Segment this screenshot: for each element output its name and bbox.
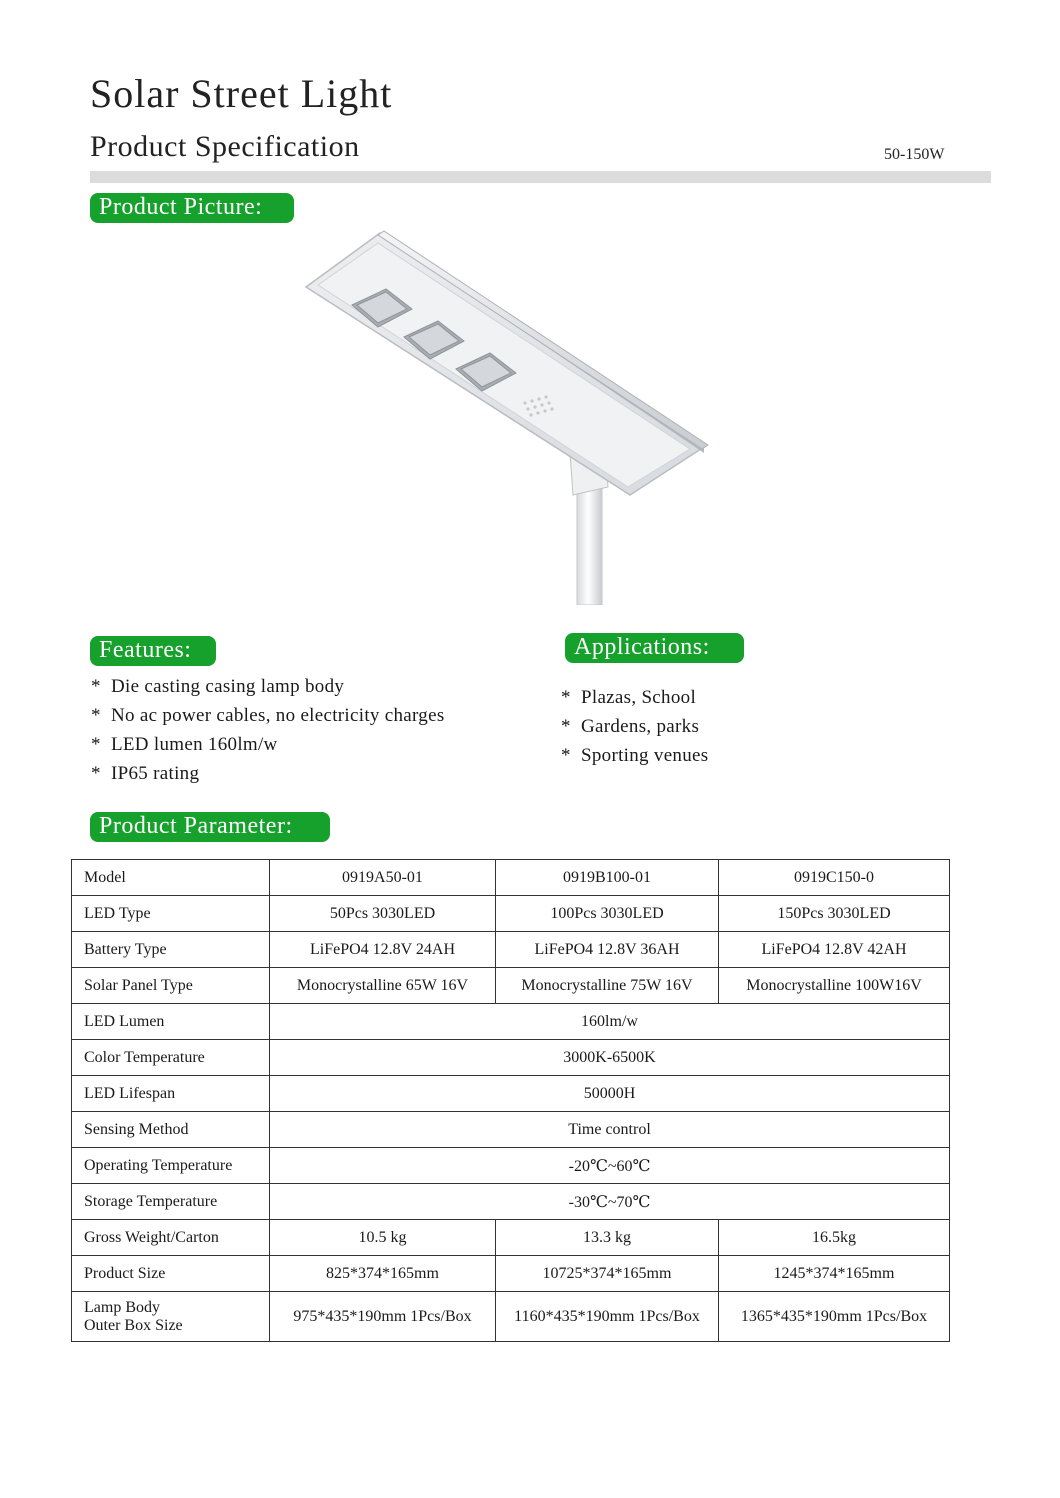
table-cell: Monocrystalline 65W 16V [270, 968, 496, 1004]
header-divider [90, 171, 991, 183]
table-cell: 16.5kg [719, 1220, 950, 1256]
table-cell: 1160*435*190mm 1Pcs/Box [496, 1292, 719, 1342]
feature-text: Die casting casing lamp body [111, 676, 345, 697]
table-cell: 100Pcs 3030LED [496, 896, 719, 932]
table-row [72, 1292, 950, 1342]
list-item [91, 759, 445, 788]
table-cell: 10725*374*165mm [496, 1256, 719, 1292]
row-label: LED Lumen [72, 1004, 270, 1040]
table-row [72, 1184, 950, 1220]
table-cell: Monocrystalline 75W 16V [496, 968, 719, 1004]
list-item [561, 741, 708, 770]
table-cell: LiFePO4 12.8V 42AH [719, 932, 950, 968]
applications-heading: Applications: [565, 633, 744, 663]
row-label: Sensing Method [72, 1112, 270, 1148]
table-cell: LiFePO4 12.8V 36AH [496, 932, 719, 968]
row-label: Model [72, 860, 270, 896]
row-label-line: Lamp Body [84, 1298, 160, 1316]
product-parameter-heading: Product Parameter: [90, 812, 330, 842]
table-cell: 0919B100-01 [496, 860, 719, 896]
table-cell: 50Pcs 3030LED [270, 896, 496, 932]
feature-text: No ac power cables, no electricity charges [111, 705, 445, 726]
street-light-image [300, 225, 720, 605]
table-row [72, 1040, 950, 1076]
bullet: * [91, 676, 101, 697]
table-cell: 50000H [270, 1076, 950, 1112]
bullet: * [91, 734, 101, 755]
row-label: LED Type [72, 896, 270, 932]
table-cell: 150Pcs 3030LED [719, 896, 950, 932]
table-cell: 0919A50-01 [270, 860, 496, 896]
list-item [91, 730, 445, 759]
table-cell: 1365*435*190mm 1Pcs/Box [719, 1292, 950, 1342]
table-cell: 3000K-6500K [270, 1040, 950, 1076]
bullet: * [561, 716, 571, 737]
table-row [72, 1220, 950, 1256]
application-text: Plazas, School [581, 687, 697, 708]
list-item [91, 672, 445, 701]
bullet: * [91, 763, 101, 784]
table-row [72, 1004, 950, 1040]
bullet: * [91, 705, 101, 726]
feature-text: LED lumen 160lm/w [111, 734, 278, 755]
parameter-table [71, 859, 950, 1342]
table-cell: 975*435*190mm 1Pcs/Box [270, 1292, 496, 1342]
table-row [72, 1148, 950, 1184]
product-picture-heading: Product Picture: [90, 193, 294, 223]
table-cell: 160lm/w [270, 1004, 950, 1040]
table-row [72, 1076, 950, 1112]
table-row [72, 1256, 950, 1292]
table-cell: Time control [270, 1112, 950, 1148]
features-list [91, 672, 445, 788]
application-text: Gardens, parks [581, 716, 700, 737]
bullet: * [561, 745, 571, 766]
table-cell: -20℃~60℃ [270, 1148, 950, 1184]
table-cell: 13.3 kg [496, 1220, 719, 1256]
row-label: Color Temperature [72, 1040, 270, 1076]
table-row [72, 896, 950, 932]
list-item [91, 701, 445, 730]
table-cell: 825*374*165mm [270, 1256, 496, 1292]
row-label: Gross Weight/Carton [72, 1220, 270, 1256]
table-cell: 10.5 kg [270, 1220, 496, 1256]
bullet: * [561, 687, 571, 708]
table-cell: LiFePO4 12.8V 24AH [270, 932, 496, 968]
table-row [72, 1112, 950, 1148]
table-cell: 0919C150-0 [719, 860, 950, 896]
table-cell: Monocrystalline 100W16V [719, 968, 950, 1004]
list-item [561, 683, 708, 712]
row-label [72, 1292, 270, 1342]
row-label: Solar Panel Type [72, 968, 270, 1004]
feature-text: IP65 rating [111, 763, 200, 784]
table-row [72, 968, 950, 1004]
page-subtitle: Product Specification [90, 130, 360, 163]
table-row [72, 932, 950, 968]
wattage-range: 50-150W [884, 146, 945, 163]
page-title: Solar Street Light [90, 71, 393, 116]
row-label: Operating Temperature [72, 1148, 270, 1184]
row-label: Storage Temperature [72, 1184, 270, 1220]
row-label-line: Outer Box Size [84, 1316, 183, 1334]
features-heading: Features: [90, 636, 216, 666]
table-row [72, 860, 950, 896]
row-label: LED Lifespan [72, 1076, 270, 1112]
application-text: Sporting venues [581, 745, 709, 766]
table-cell: -30℃~70℃ [270, 1184, 950, 1220]
table-cell: 1245*374*165mm [719, 1256, 950, 1292]
row-label: Product Size [72, 1256, 270, 1292]
row-label: Battery Type [72, 932, 270, 968]
list-item [561, 712, 708, 741]
applications-list [561, 683, 708, 770]
